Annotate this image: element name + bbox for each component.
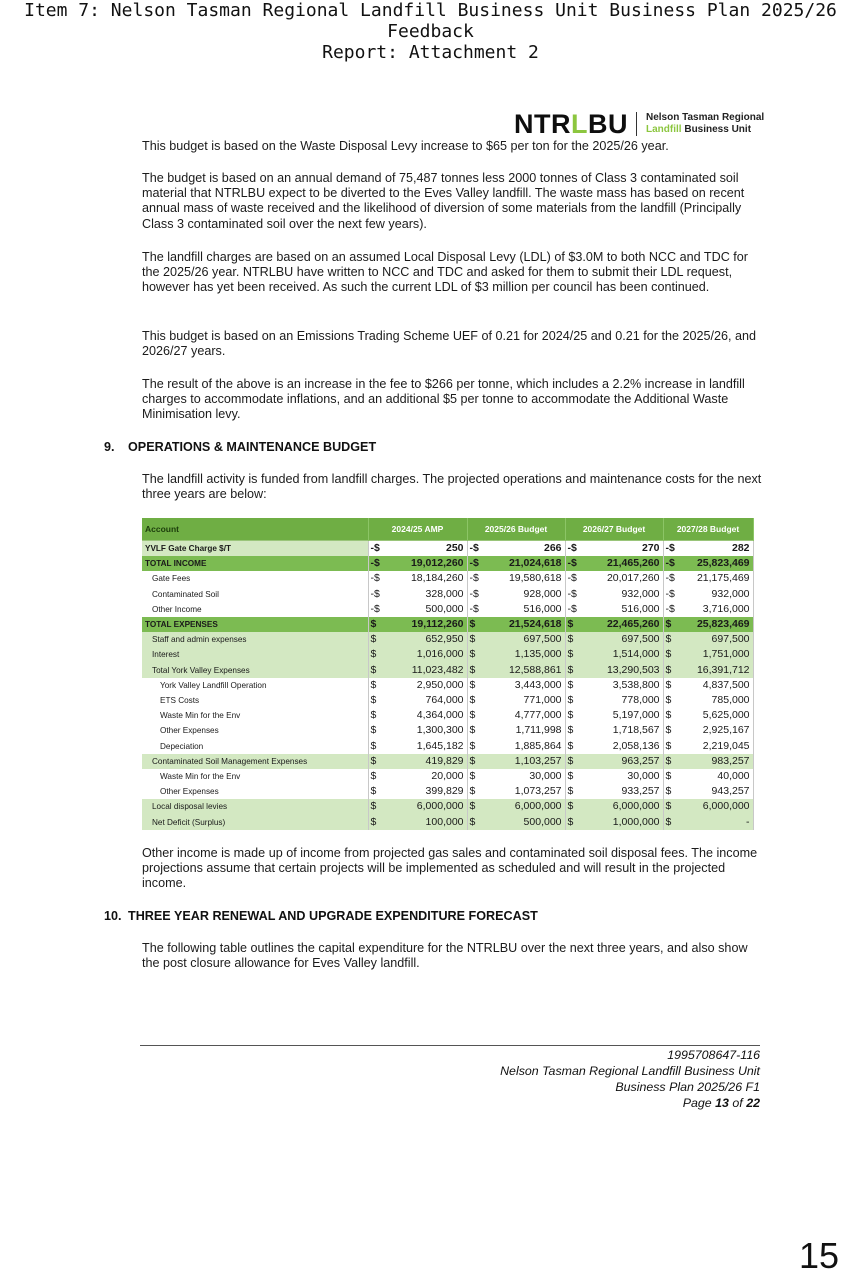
- value-cell: 963,257: [578, 754, 663, 769]
- column-header-2027-28: 2027/28 Budget: [663, 518, 753, 541]
- value-cell: 20,000: [381, 769, 467, 784]
- value-cell: -: [676, 815, 753, 830]
- table-row: [142, 708, 753, 723]
- currency-cell: $: [370, 724, 377, 737]
- value-cell: 771,000: [480, 693, 565, 708]
- currency-cell: $: [567, 694, 574, 707]
- value-cell: 21,465,260: [578, 556, 663, 571]
- value-cell: 2,950,000: [381, 678, 467, 693]
- account-cell: Gate Fees: [142, 571, 368, 586]
- account-cell: Other Expenses: [142, 723, 368, 738]
- column-header-2026-27: 2026/27 Budget: [565, 518, 663, 541]
- currency-cell: $: [565, 754, 578, 769]
- value-cell: 6,000,000: [480, 799, 565, 814]
- account-cell: YVLF Gate Charge $/T: [142, 541, 368, 557]
- column-header-2024-25: 2024/25 AMP: [368, 518, 467, 541]
- ntrlbu-logo: [514, 110, 764, 138]
- page-footer: [500, 1047, 760, 1111]
- currency-cell: $: [567, 709, 574, 722]
- logo-mark-bu: BU: [588, 109, 628, 139]
- currency-cell: -$: [467, 556, 480, 571]
- paragraph-fee-result: The result of the above is an increase in the fee to $266 per tonne, which includes a 2.2% increase in landfill charges to accommodate inflations, and an additional $5 per tonne to accommodate the Additional Waste Minimisation levy.: [142, 377, 745, 422]
- logo-mark-ntr: NTR: [514, 109, 571, 139]
- currency-cell: $: [469, 739, 476, 752]
- value-cell: 21,524,618: [480, 617, 565, 632]
- currency-cell: $: [467, 663, 480, 678]
- currency-cell: $: [469, 709, 476, 722]
- section-9-heading: [104, 440, 376, 454]
- table-row: [142, 617, 753, 632]
- value-cell: 399,829: [381, 784, 467, 799]
- table-row: [142, 693, 753, 708]
- currency-cell: $: [469, 770, 476, 783]
- table-row: [142, 602, 753, 617]
- value-cell: 2,219,045: [676, 739, 753, 754]
- value-cell: 5,197,000: [578, 708, 663, 723]
- currency-cell: -$: [665, 572, 675, 585]
- currency-cell: $: [567, 724, 574, 737]
- account-cell: Net Deficit (Surplus): [142, 815, 368, 830]
- value-cell: 764,000: [381, 693, 467, 708]
- table-row: [142, 663, 753, 678]
- table-row: [142, 571, 753, 586]
- currency-cell: -$: [665, 587, 675, 600]
- value-cell: 21,024,618: [480, 556, 565, 571]
- footer-doc-id: 1995708647-116: [667, 1048, 760, 1062]
- value-cell: 30,000: [480, 769, 565, 784]
- account-cell: Depeciation: [142, 739, 368, 754]
- value-cell: 13,290,503: [578, 663, 663, 678]
- paragraph-ldl: The landfill charges are based on an assumed Local Disposal Levy (LDL) of $3.0M to both NCC and TDC for the 2025/26 year. NTRLBU have written to NCC and TDC and asked for them to submit their LDL request, however has yet been received. As such the current LDL of $3 million per council has been continued.: [142, 250, 748, 295]
- currency-cell: $: [368, 754, 381, 769]
- logo-mark-l: L: [571, 109, 588, 139]
- value-cell: 933,257: [578, 784, 663, 799]
- value-cell: 100,000: [381, 815, 467, 830]
- account-cell: TOTAL EXPENSES: [142, 617, 368, 632]
- currency-cell: $: [368, 647, 381, 662]
- currency-cell: $: [467, 632, 480, 647]
- value-cell: 19,112,260: [381, 617, 467, 632]
- section-10-intro: The following table outlines the capital expenditure for the NTRLBU over the next three years, and also show the post closure allowance for Eves Valley landfill.: [142, 941, 748, 971]
- value-cell: 270: [578, 541, 663, 557]
- value-cell: 1,103,257: [480, 754, 565, 769]
- table-row: [142, 784, 753, 799]
- value-cell: 516,000: [480, 602, 565, 617]
- currency-cell: $: [565, 632, 578, 647]
- value-cell: 16,391,712: [676, 663, 753, 678]
- section-10-heading: [104, 909, 538, 923]
- table-row: [142, 541, 753, 557]
- value-cell: 1,073,257: [480, 784, 565, 799]
- account-cell: Total York Valley Expenses: [142, 663, 368, 678]
- corner-page-number: 15: [799, 1235, 840, 1276]
- value-cell: 785,000: [676, 693, 753, 708]
- logo-text-line2: [646, 124, 764, 136]
- value-cell: 516,000: [578, 602, 663, 617]
- currency-cell: $: [663, 632, 676, 647]
- value-cell: 2,058,136: [578, 739, 663, 754]
- column-header-account: Account: [142, 518, 368, 541]
- currency-cell: $: [665, 724, 672, 737]
- currency-cell: $: [565, 647, 578, 662]
- value-cell: 419,829: [381, 754, 467, 769]
- currency-cell: $: [469, 785, 476, 798]
- account-cell: Interest: [142, 647, 368, 662]
- currency-cell: $: [370, 678, 377, 691]
- logo-text: [646, 112, 764, 136]
- value-cell: 1,718,567: [578, 723, 663, 738]
- currency-cell: $: [370, 709, 377, 722]
- value-cell: 500,000: [480, 815, 565, 830]
- table-body: [142, 541, 753, 830]
- section-9-intro: The landfill activity is funded from landfill charges. The projected operations and maintenance costs for the next three years are below:: [142, 472, 762, 502]
- value-cell: 3,538,800: [578, 678, 663, 693]
- currency-cell: -$: [663, 556, 676, 571]
- currency-cell: -$: [567, 587, 577, 600]
- page-title: [0, 0, 861, 63]
- currency-cell: -$: [469, 602, 479, 615]
- currency-cell: $: [565, 663, 578, 678]
- value-cell: 3,716,000: [676, 602, 753, 617]
- currency-cell: $: [467, 799, 480, 814]
- currency-cell: $: [663, 647, 676, 662]
- value-cell: 1,000,000: [578, 815, 663, 830]
- value-cell: 19,012,260: [381, 556, 467, 571]
- page-title-line1: Item 7: Nelson Tasman Regional Landfill Business Unit Business Plan 2025/26 Feedback: [24, 0, 837, 42]
- currency-cell: $: [567, 770, 574, 783]
- currency-cell: $: [663, 617, 676, 632]
- page-title-line2: Report: Attachment 2: [322, 42, 539, 63]
- currency-cell: $: [665, 694, 672, 707]
- currency-cell: -$: [368, 556, 381, 571]
- value-cell: 1,751,000: [676, 647, 753, 662]
- value-cell: 697,500: [480, 632, 565, 647]
- value-cell: 928,000: [480, 587, 565, 602]
- currency-cell: $: [467, 617, 480, 632]
- footer-page-number: Page 13 of 22: [682, 1096, 760, 1110]
- value-cell: 4,777,000: [480, 708, 565, 723]
- value-cell: 6,000,000: [676, 799, 753, 814]
- currency-cell: $: [665, 739, 672, 752]
- currency-cell: -$: [565, 556, 578, 571]
- currency-cell: $: [467, 647, 480, 662]
- value-cell: 983,257: [676, 754, 753, 769]
- table-row: [142, 587, 753, 602]
- account-cell: ETS Costs: [142, 693, 368, 708]
- value-cell: 20,017,260: [578, 571, 663, 586]
- table-row: [142, 754, 753, 769]
- account-cell: Other Expenses: [142, 784, 368, 799]
- value-cell: 4,837,500: [676, 678, 753, 693]
- table-row: [142, 556, 753, 571]
- value-cell: 5,625,000: [676, 708, 753, 723]
- value-cell: 25,823,469: [676, 617, 753, 632]
- table-row: [142, 799, 753, 814]
- currency-cell: -$: [665, 602, 675, 615]
- currency-cell: -$: [469, 587, 479, 600]
- table-row: [142, 647, 753, 662]
- currency-cell: -$: [567, 572, 577, 585]
- value-cell: 697,500: [578, 632, 663, 647]
- currency-cell: -$: [469, 572, 479, 585]
- account-cell: Contaminated Soil: [142, 587, 368, 602]
- currency-cell: $: [368, 632, 381, 647]
- account-cell: York Valley Landfill Operation: [142, 678, 368, 693]
- currency-cell: $: [370, 785, 377, 798]
- value-cell: 11,023,482: [381, 663, 467, 678]
- currency-cell: -$: [370, 572, 380, 585]
- currency-cell: $: [467, 815, 480, 830]
- value-cell: 1,016,000: [381, 647, 467, 662]
- paragraph-levy: This budget is based on the Waste Disposal Levy increase to $65 per ton for the 2025/26 year.: [142, 139, 669, 153]
- table-row: [142, 632, 753, 647]
- currency-cell: -$: [663, 541, 676, 557]
- currency-cell: $: [665, 678, 672, 691]
- value-cell: 19,580,618: [480, 571, 565, 586]
- currency-cell: $: [567, 739, 574, 752]
- paragraph-ets: This budget is based on an Emissions Trading Scheme UEF of 0.21 for 2024/25 and 0.21 for the 2025/26, and 2026/27 years.: [142, 329, 756, 359]
- currency-cell: $: [665, 785, 672, 798]
- currency-cell: -$: [467, 541, 480, 557]
- logo-divider: [636, 112, 637, 136]
- currency-cell: -$: [370, 602, 380, 615]
- value-cell: 282: [676, 541, 753, 557]
- currency-cell: $: [665, 709, 672, 722]
- currency-cell: $: [565, 617, 578, 632]
- account-cell: Waste Min for the Env: [142, 708, 368, 723]
- currency-cell: $: [663, 799, 676, 814]
- value-cell: 21,175,469: [676, 571, 753, 586]
- account-cell: Staff and admin expenses: [142, 632, 368, 647]
- value-cell: 3,443,000: [480, 678, 565, 693]
- currency-cell: $: [663, 754, 676, 769]
- currency-cell: $: [567, 678, 574, 691]
- value-cell: 6,000,000: [381, 799, 467, 814]
- paragraph-other-income: Other income is made up of income from projected gas sales and contaminated soil disposal fees. The income projections assume that certain projects will be implemented as scheduled and will result in the projected income.: [142, 846, 758, 891]
- currency-cell: $: [370, 770, 377, 783]
- table-row: [142, 739, 753, 754]
- value-cell: 328,000: [381, 587, 467, 602]
- value-cell: 1,645,182: [381, 739, 467, 754]
- footer-plan: Business Plan 2025/26 F1: [615, 1080, 760, 1094]
- section-10-title: THREE YEAR RENEWAL AND UPGRADE EXPENDITURE FORECAST: [128, 909, 538, 923]
- value-cell: 500,000: [381, 602, 467, 617]
- logo-text-landfill: Landfill: [646, 124, 682, 135]
- value-cell: 266: [480, 541, 565, 557]
- currency-cell: $: [368, 799, 381, 814]
- currency-cell: -$: [567, 602, 577, 615]
- value-cell: 932,000: [578, 587, 663, 602]
- logo-mark: [514, 110, 628, 138]
- value-cell: 40,000: [676, 769, 753, 784]
- currency-cell: $: [565, 815, 578, 830]
- currency-cell: $: [368, 617, 381, 632]
- value-cell: 1,711,998: [480, 723, 565, 738]
- currency-cell: -$: [370, 587, 380, 600]
- value-cell: 6,000,000: [578, 799, 663, 814]
- currency-cell: $: [469, 678, 476, 691]
- value-cell: 12,588,861: [480, 663, 565, 678]
- section-10-number: 10.: [104, 909, 122, 923]
- value-cell: 778,000: [578, 693, 663, 708]
- currency-cell: $: [370, 694, 377, 707]
- currency-cell: $: [368, 815, 381, 830]
- value-cell: 4,364,000: [381, 708, 467, 723]
- value-cell: 18,184,260: [381, 571, 467, 586]
- value-cell: 1,135,000: [480, 647, 565, 662]
- account-cell: Other Income: [142, 602, 368, 617]
- value-cell: 932,000: [676, 587, 753, 602]
- currency-cell: $: [368, 663, 381, 678]
- currency-cell: $: [469, 724, 476, 737]
- currency-cell: -$: [565, 541, 578, 557]
- logo-text-line1: Nelson Tasman Regional: [646, 112, 765, 123]
- currency-cell: $: [665, 770, 672, 783]
- section-9-number: 9.: [104, 440, 115, 454]
- table-row: [142, 769, 753, 784]
- value-cell: 1,514,000: [578, 647, 663, 662]
- column-header-2025-26: 2025/26 Budget: [467, 518, 565, 541]
- om-budget-table: [142, 518, 754, 830]
- value-cell: 697,500: [676, 632, 753, 647]
- currency-cell: $: [467, 754, 480, 769]
- table-row: [142, 678, 753, 693]
- account-cell: TOTAL INCOME: [142, 556, 368, 571]
- value-cell: 22,465,260: [578, 617, 663, 632]
- currency-cell: $: [370, 739, 377, 752]
- value-cell: 652,950: [381, 632, 467, 647]
- footer-org: Nelson Tasman Regional Landfill Business Unit: [500, 1064, 760, 1078]
- value-cell: 2,925,167: [676, 723, 753, 738]
- currency-cell: $: [663, 815, 676, 830]
- value-cell: 30,000: [578, 769, 663, 784]
- value-cell: 1,885,864: [480, 739, 565, 754]
- table-row: [142, 815, 753, 830]
- footer-divider: [140, 1045, 760, 1046]
- currency-cell: -$: [368, 541, 381, 557]
- currency-cell: $: [663, 663, 676, 678]
- currency-cell: $: [565, 799, 578, 814]
- paragraph-demand: The budget is based on an annual demand of 75,487 tonnes less 2000 tonnes of Class 3 contaminated soil material that NTRLBU expect to be diverted to the Eves Valley landfill. The waste mass has based on recent annual mass of waste received and the likelihood of diversion of some materials from the landfill (Principally Class 3 contaminated soil over the next few years).: [142, 171, 745, 231]
- value-cell: 943,257: [676, 784, 753, 799]
- account-cell: Waste Min for the Env: [142, 769, 368, 784]
- table-row: [142, 723, 753, 738]
- currency-cell: $: [469, 694, 476, 707]
- table-header-row: [142, 518, 753, 541]
- account-cell: Contaminated Soil Management Expenses: [142, 754, 368, 769]
- logo-text-business-unit: Business Unit: [681, 124, 752, 135]
- currency-cell: $: [567, 785, 574, 798]
- value-cell: 25,823,469: [676, 556, 753, 571]
- section-9-title: OPERATIONS & MAINTENANCE BUDGET: [128, 440, 377, 454]
- value-cell: 250: [381, 541, 467, 557]
- account-cell: Local disposal levies: [142, 799, 368, 814]
- value-cell: 1,300,300: [381, 723, 467, 738]
